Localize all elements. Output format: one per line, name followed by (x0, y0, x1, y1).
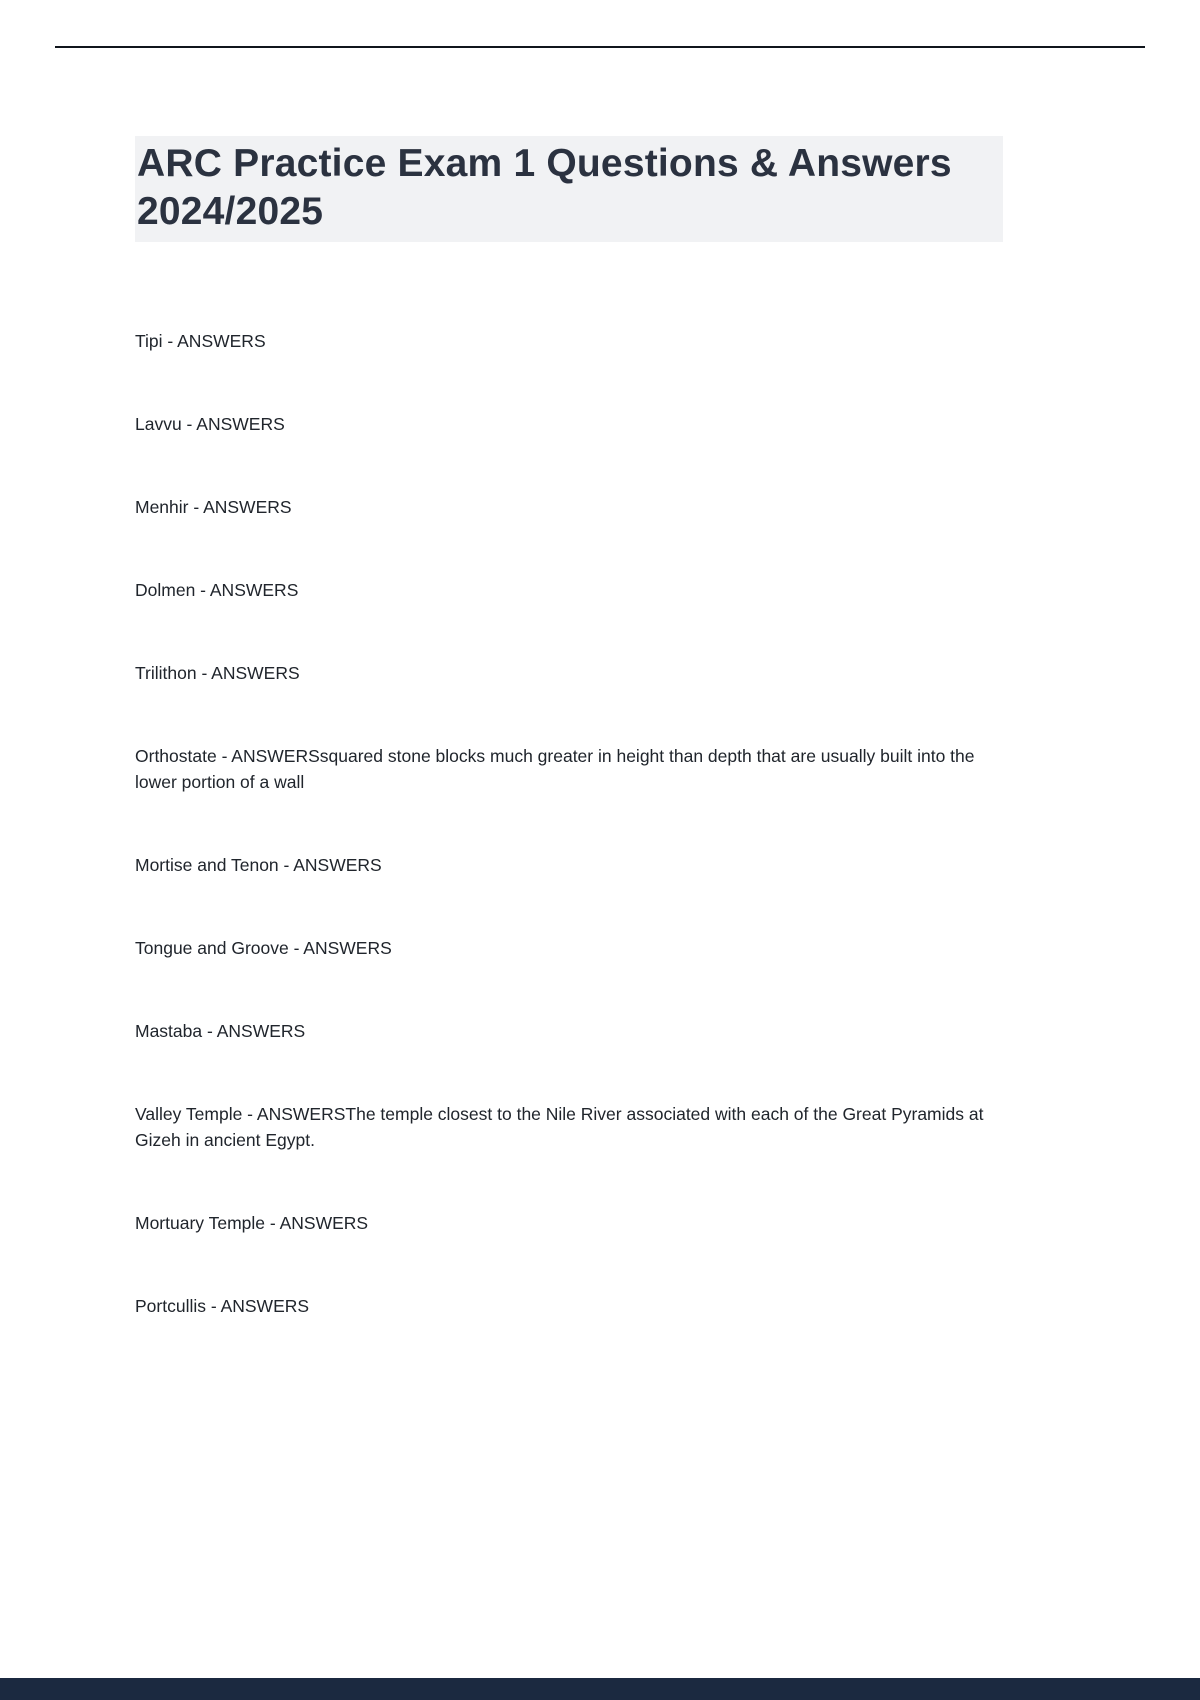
qa-item: Portcullis - ANSWERS (135, 1296, 310, 1316)
footer-bar (0, 1678, 1200, 1700)
qa-item: Dolmen - ANSWERS (135, 580, 299, 600)
qa-item: Lavvu - ANSWERS (135, 414, 285, 434)
header-rule (55, 46, 1145, 48)
qa-item: Trilithon - ANSWERS (135, 663, 300, 683)
qa-item: Valley Temple - ANSWERSThe temple closest to the Nile River associated with each of the Great Pyramids at Gizeh in ancient Egypt. (135, 1104, 984, 1150)
page-title: ARC Practice Exam 1 Questions & Answers 2024/2025 (135, 136, 1003, 242)
qa-item: Orthostate - ANSWERSsquared stone blocks much greater in height than depth that are usually built into the lower portion of a wall (135, 746, 975, 792)
document-content (135, 136, 1003, 1376)
qa-item: Mastaba - ANSWERS (135, 1021, 306, 1041)
qa-item: Mortuary Temple - ANSWERS (135, 1213, 369, 1233)
qa-item: Mortise and Tenon - ANSWERS (135, 855, 382, 875)
qa-item: Tongue and Groove - ANSWERS (135, 938, 392, 958)
qa-item: Tipi - ANSWERS (135, 331, 266, 351)
qa-item: Menhir - ANSWERS (135, 497, 292, 517)
